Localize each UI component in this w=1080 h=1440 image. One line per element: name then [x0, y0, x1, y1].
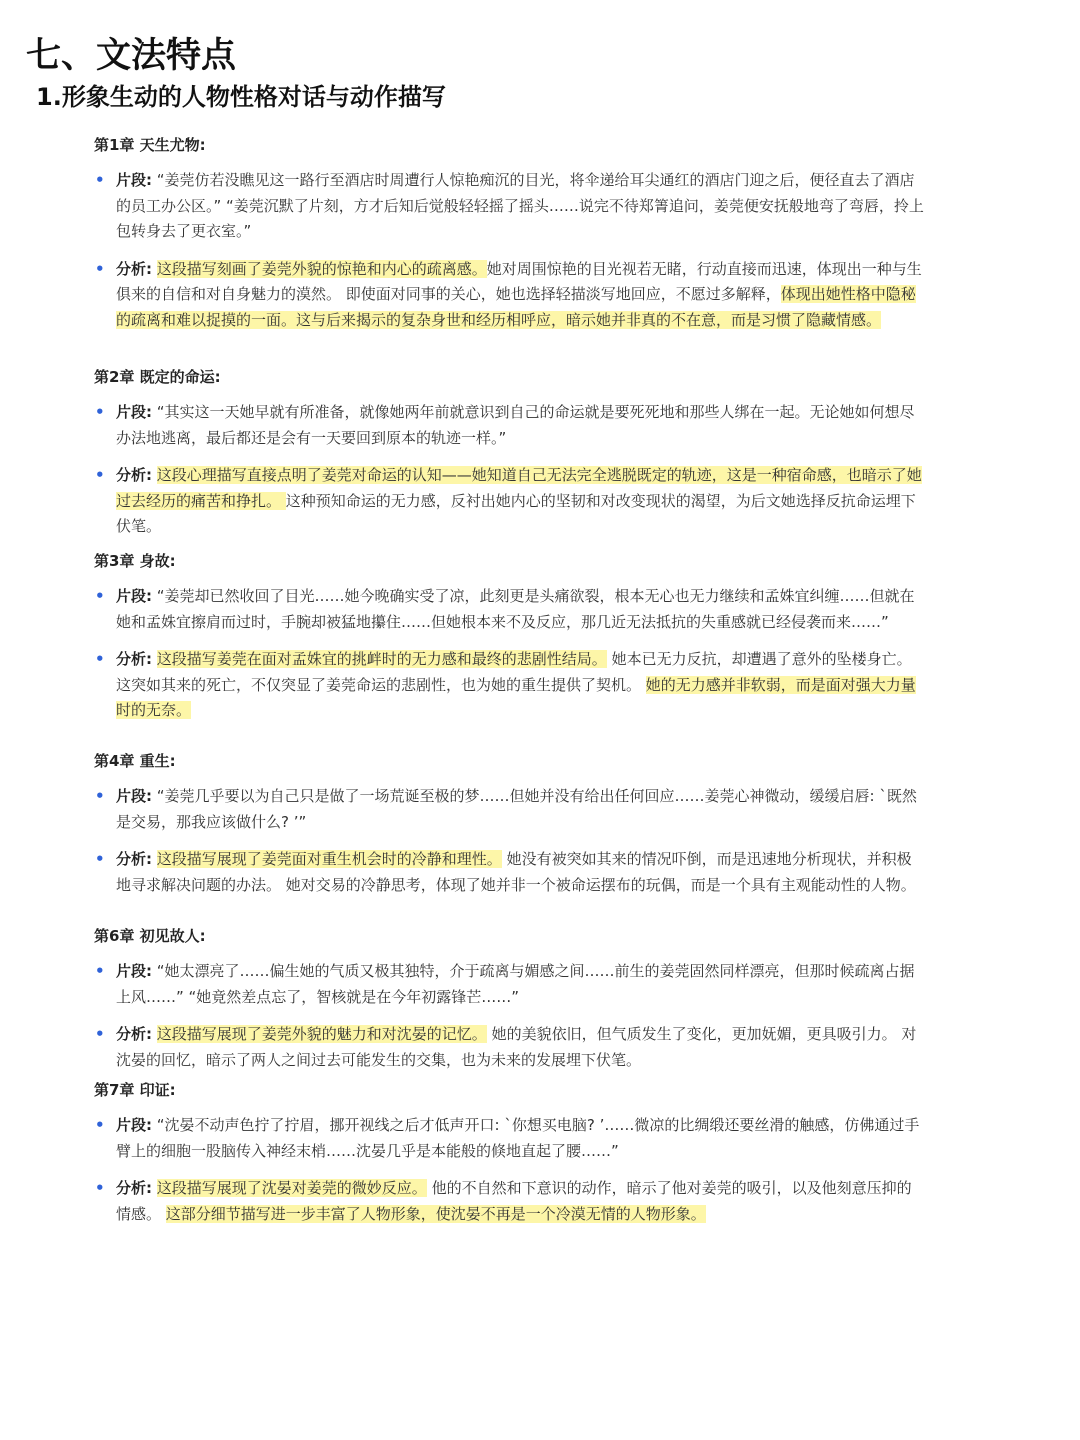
analysis-label: 分析: [116, 1025, 152, 1043]
chapter-6 [94, 925, 924, 1073]
chapter-4 [94, 750, 924, 898]
chapter-1 [94, 134, 924, 333]
bullet-icon: • [95, 962, 105, 980]
bullet-icon: • [95, 850, 105, 868]
analysis-item [94, 1176, 924, 1227]
analysis-label: 分析: [116, 650, 152, 668]
section-heading: 七、文法特点 [26, 36, 237, 76]
chapter-2 [94, 366, 924, 540]
analysis-text: 这种预知命运的无力感，反衬出她内心的坚韧和对改变现状的渴望，为后文她选择反抗命运埋下伏笔。 [116, 491, 916, 535]
bullet-icon: • [95, 1025, 105, 1043]
chapter-3 [94, 550, 924, 724]
chapter-title: 第7章 印证: [94, 1081, 176, 1099]
excerpt-label: 片段: [116, 962, 152, 980]
analysis-highlight: 这段描写展现了沈晏对姜莞的微妙反应。 [156, 1179, 427, 1197]
excerpt-text: “姜莞却已然收回了目光……她今晚确实受了凉，此刻更是头痛欲裂，根本无心也无力继续和孟姝宜纠缠……但就在她和孟姝宜擦肩而过时，手腕却被猛地攥住……但她根本来不及反应，那几近无法抵抗的失重感就已经侵袭而来……” [116, 587, 915, 631]
analysis-label: 分析: [116, 1179, 152, 1197]
analysis-item [94, 847, 924, 898]
chapter-7 [94, 1079, 924, 1227]
excerpt-label: 片段: [116, 587, 152, 605]
excerpt-item [94, 959, 924, 1010]
bullet-icon: • [95, 787, 105, 805]
chapter-title: 第2章 既定的命运: [94, 368, 221, 386]
analysis-highlight: 她的无力感并非软弱，而是面对强大力量时的无奈。 [116, 675, 916, 719]
excerpt-label: 片段: [116, 403, 152, 421]
bullet-icon: • [95, 171, 105, 189]
excerpt-item [94, 168, 924, 245]
analysis-item [94, 647, 924, 724]
bullet-icon: • [95, 259, 105, 278]
chapter-title: 第1章 天生尤物: [94, 136, 206, 154]
subsection-heading: 1.形象生动的人物性格对话与动作描写 [36, 83, 446, 111]
excerpt-text: “姜莞几乎要以为自己只是做了一场荒诞至极的梦……但她并没有给出任何回应……姜莞心神微动，缓缓启唇: `既然是交易，那我应该做什么? ’” [116, 787, 917, 831]
analysis-text: 她本已无力反抗，却遭遇了意外的坠楼身亡。 这突如其来的死亡，不仅突显了姜莞命运的悲剧性，也为她的重生提供了契机。 [116, 650, 912, 694]
analysis-item [94, 257, 924, 334]
analysis-text: 他的不自然和下意识的动作，暗示了他对姜莞的吸引，以及他刻意压抑的情感。 [116, 1179, 912, 1223]
excerpt-item [94, 784, 924, 835]
analysis-highlight: 这段描写展现了姜莞面对重生机会时的冷静和理性。 [156, 850, 502, 868]
analysis-text: 她没有被突如其来的情况吓倒，而是迅速地分析现状，并积极地寻求解决问题的办法。 她对交易的冷静思考，体现了她并非一个被命运摆布的玩偶，而是一个具有主观能动性的人物。 [116, 850, 916, 894]
analysis-highlight: 这段描写姜莞在面对孟姝宜的挑衅时的无力感和最终的悲剧性结局。 [156, 650, 607, 668]
excerpt-item [94, 584, 924, 635]
analysis-highlight: 这段描写展现了姜莞外貌的魅力和对沈晏的记忆。 [156, 1025, 487, 1043]
analysis-highlight: 这段描写刻画了姜莞外貌的惊艳和内心的疏离感。 [156, 259, 487, 278]
analysis-text: 她对周围惊艳的目光视若无睹，行动直接而迅速，体现出一种与生俱来的自信和对自身魅力的漠然。 即使面对同事的关心，她也选择轻描淡写地回应，不愿过多解释， [116, 259, 922, 303]
bullet-icon: • [95, 650, 105, 668]
analysis-highlight: 这部分细节描写进一步丰富了人物形象，使沈晏不再是一个冷漠无情的人物形象。 [165, 1204, 706, 1223]
excerpt-label: 片段: [116, 171, 152, 189]
bullet-icon: • [95, 403, 105, 421]
analysis-label: 分析: [116, 466, 152, 484]
analysis-label: 分析: [116, 850, 152, 868]
excerpt-label: 片段: [116, 787, 152, 805]
chapter-title: 第3章 身故: [94, 552, 176, 570]
analysis-item [94, 463, 924, 540]
bullet-icon: • [95, 1116, 105, 1134]
excerpt-text: “她太漂亮了……偏生她的气质又极其独特，介于疏离与媚感之间……前生的姜莞固然同样漂亮，但那时候疏离占据上风……” “她竟然差点忘了，智核就是在今年初露锋芒……” [116, 962, 915, 1006]
excerpt-text: “姜莞仿若没瞧见这一路行至酒店时周遭行人惊艳痴沉的目光，将伞递给耳尖通红的酒店门迎之后，便径直去了酒店的员工办公区。” “姜莞沉默了片刻，方才后知后觉般轻轻摇了摇头……说完不待郑箐追问，姜莞便安抚般地弯了弯唇，拎上包转身去了更衣室。” [116, 171, 924, 240]
analysis-text: 她的美貌依旧，但气质发生了变化，更加妩媚，更具吸引力。 对沈晏的回忆，暗示了两人之间过去可能发生的交集，也为未来的发展埋下伏笔。 [116, 1025, 917, 1069]
excerpt-item [94, 400, 924, 451]
bullet-icon: • [95, 1179, 105, 1197]
excerpt-label: 片段: [116, 1116, 152, 1134]
excerpt-text: “沈晏不动声色拧了拧眉，挪开视线之后才低声开口: `你想买电脑? ’……微凉的比绸缎还要丝滑的触感，仿佛通过手臂上的细胞一股脑传入神经末梢……沈晏几乎是本能般的倏地直起了腰……” [116, 1116, 920, 1160]
bullet-icon: • [95, 587, 105, 605]
excerpt-text: “其实这一天她早就有所准备，就像她两年前就意识到自己的命运就是要死死地和那些人绑在一起。无论她如何想尽办法地逃离，最后都还是会有一天要回到原本的轨迹一样。” [116, 403, 915, 447]
excerpt-item [94, 1113, 924, 1164]
chapter-title: 第6章 初见故人: [94, 927, 206, 945]
bullet-icon: • [95, 466, 105, 484]
chapter-title: 第4章 重生: [94, 752, 176, 770]
analysis-item [94, 1022, 924, 1073]
analysis-highlight: 体现出她性格中隐秘的疏离和难以捉摸的一面。这与后来揭示的复杂身世和经历相呼应，暗示她并非真的不在意，而是习惯了隐藏情感。 [116, 285, 916, 329]
analysis-label: 分析: [116, 259, 152, 278]
analysis-highlight: 这段心理描写直接点明了姜莞对命运的认知——她知道自己无法完全逃脱既定的轨迹，这是一种宿命感，也暗示了她过去经历的痛苦和挣扎。 [116, 466, 922, 510]
